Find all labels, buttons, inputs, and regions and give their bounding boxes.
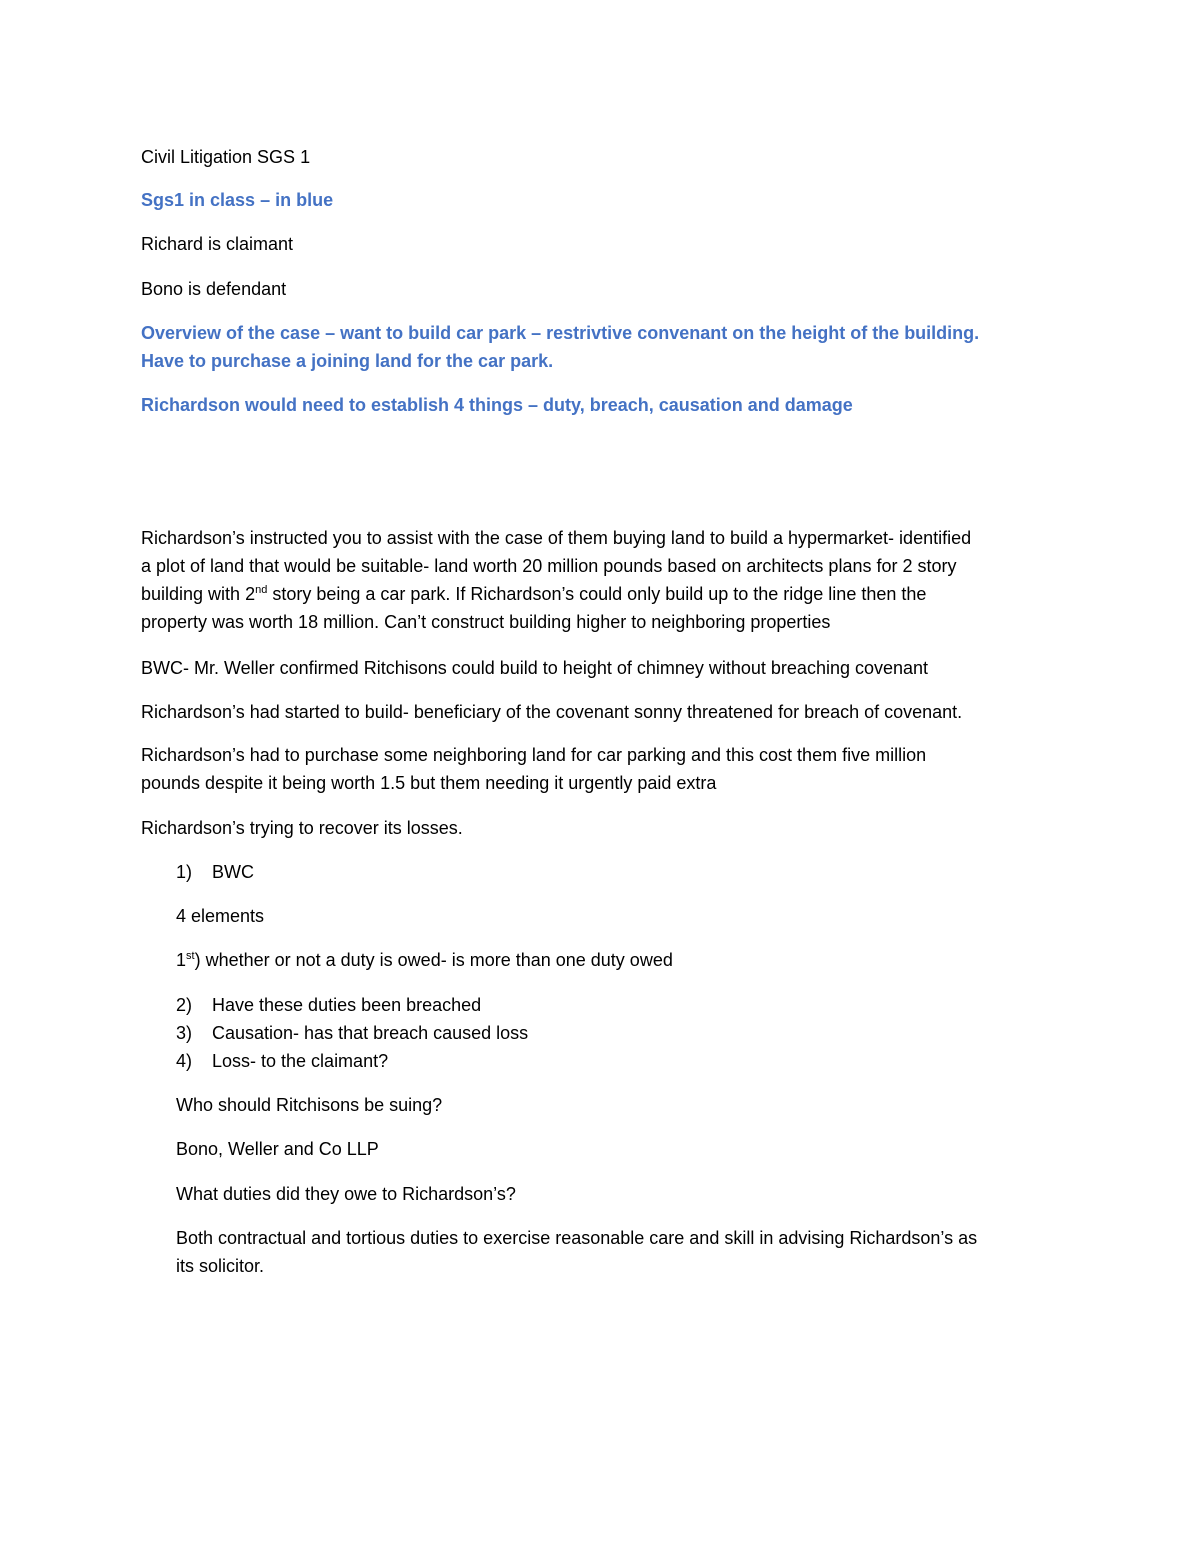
claimant-line: Richard is claimant bbox=[141, 234, 294, 254]
overview-paragraph bbox=[141, 319, 1076, 375]
question-2: What duties did they owe to Richardson’s? bbox=[176, 1184, 516, 1204]
first-element-superscript: st bbox=[186, 950, 195, 962]
document-title: Civil Litigation SGS 1 bbox=[141, 147, 311, 167]
list-item-4-text: Loss- to the claimant? bbox=[212, 1051, 389, 1071]
first-element-text: ) whether or not a duty is owed- is more than one duty owed bbox=[194, 950, 673, 970]
facts-paragraph-1 bbox=[141, 524, 1076, 636]
facts-paragraph-5: Richardson’s trying to recover its losses. bbox=[141, 818, 463, 838]
facts-p1-superscript: nd bbox=[255, 584, 268, 596]
facts-p1-line-4: property was worth 18 million. Can’t construct building higher to neighboring properties bbox=[141, 612, 831, 632]
list-item-2-text: Have these duties been breached bbox=[212, 995, 482, 1015]
facts-p1-line-2: a plot of land that would be suitable- land worth 20 million pounds based on architects plans for 2 story bbox=[141, 556, 957, 576]
facts-p1-line-3-start: building with 2 bbox=[141, 584, 256, 604]
elements-heading: 4 elements bbox=[176, 906, 265, 926]
first-element-line bbox=[176, 946, 1076, 974]
question-1: Who should Ritchisons be suing? bbox=[176, 1095, 443, 1115]
facts-p4-line-1: Richardson’s had to purchase some neighboring land for car parking and this cost them five million bbox=[141, 745, 927, 765]
list-item-1-text: BWC bbox=[212, 862, 254, 882]
list-item-3-number: 3) bbox=[176, 1023, 193, 1043]
list-item-2-number: 2) bbox=[176, 995, 193, 1015]
facts-p4-line-2: pounds despite it being worth 1.5 but them needing it urgently paid extra bbox=[141, 773, 717, 793]
list-item-4-number: 4) bbox=[176, 1051, 193, 1071]
facts-p1-line-3 bbox=[141, 580, 1076, 608]
answer-2-line-1: Both contractual and tortious duties to exercise reasonable care and skill in advising Richardson’s as bbox=[176, 1228, 978, 1248]
answer-1: Bono, Weller and Co LLP bbox=[176, 1139, 379, 1159]
list-item-3-text: Causation- has that breach caused loss bbox=[212, 1023, 529, 1043]
facts-p1-line-3-end: story being a car park. If Richardson’s could only build up to the ridge line then the bbox=[267, 584, 927, 604]
establish-line: Richardson would need to establish 4 things – duty, breach, causation and damage bbox=[141, 395, 853, 415]
overview-line-2: Have to purchase a joining land for the car park. bbox=[141, 351, 554, 371]
first-element-number: 1 bbox=[176, 950, 187, 970]
answer-2 bbox=[176, 1224, 1076, 1280]
defendant-line: Bono is defendant bbox=[141, 279, 287, 299]
document-subtitle: Sgs1 in class – in blue bbox=[141, 190, 334, 210]
facts-paragraph-2: BWC- Mr. Weller confirmed Ritchisons could build to height of chimney without breaching covenant bbox=[141, 658, 929, 678]
overview-line-1: Overview of the case – want to build car park – restrivtive convenant on the height of the building. bbox=[141, 323, 980, 343]
list-item-1-number: 1) bbox=[176, 862, 193, 882]
facts-paragraph-4 bbox=[141, 741, 1076, 797]
facts-paragraph-3: Richardson’s had started to build- beneficiary of the covenant sonny threatened for breach of covenant. bbox=[141, 702, 963, 722]
answer-2-line-2: its solicitor. bbox=[176, 1256, 265, 1276]
facts-p1-line-1: Richardson’s instructed you to assist with the case of them buying land to build a hypermarket- identified bbox=[141, 528, 972, 548]
